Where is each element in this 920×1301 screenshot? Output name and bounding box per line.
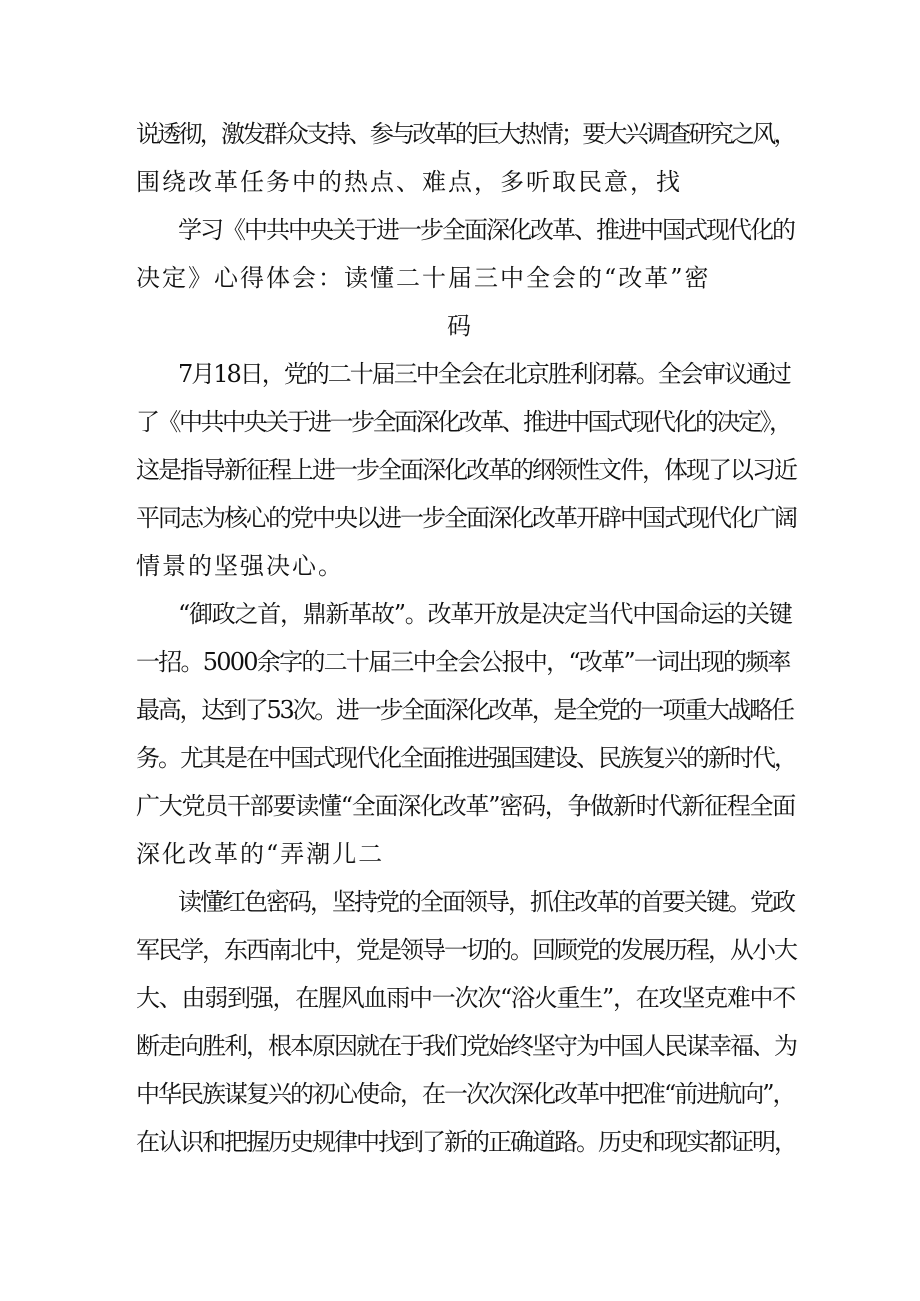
text-line: 说透彻，激发群众支持、参与改革的巨大热情；要大兴调查研究之风，	[136, 120, 795, 148]
text-line: 广大党员干部要读懂“全面深化改革”密码，争做新时代新征程全面	[136, 792, 796, 820]
text-line: 了《中共中央关于进一步全面深化改革、推进中国式现代化的决定》，	[136, 408, 791, 436]
section-title-line: 学习《中共中央关于进一步全面深化改革、推进中国式现代化的	[178, 216, 794, 244]
text-line: 务。尤其是在中国式现代化全面推进强国建设、民族复兴的新时代，	[136, 744, 796, 772]
text-line: 读懂红色密码，坚持党的全面领导，抓住改革的首要关键。党政	[178, 888, 794, 916]
text-line: 深化改革的“弄潮儿二	[136, 840, 385, 868]
text-line: “御政之首，鼎新革故”。改革开放是决定当代中国命运的关键	[178, 600, 792, 628]
text-line: 断走向胜利，根本原因就在于我们党始终坚守为中国人民谋幸福、为	[136, 1032, 796, 1060]
text-line: 情景的坚强决心。	[136, 552, 344, 580]
text-line: 7月18日，党的二十届三中全会在北京胜利闭幕。全会审议通过	[178, 360, 790, 388]
text-line: 中华民族谋复兴的初心使命，在一次次深化改革中把准“前进航向”，	[136, 1080, 795, 1108]
text-line: 最高，达到了53次。进一步全面深化改革，是全党的一项重大战略任	[136, 696, 793, 724]
text-line: 大、由弱到强，在腥风血雨中一次次“浴火重生”，在攻坚克难中不	[136, 984, 796, 1012]
text-line: 军民学，东西南北中，党是领导一切的。回顾党的发展历程，从小大	[136, 936, 796, 964]
text-line: 一招。5000余字的二十届三中全会公报中，“改革”一词出现的频率	[136, 648, 790, 676]
text-line: 这是指导新征程上进一步全面深化改革的纲领性文件，体现了以习近	[136, 456, 796, 484]
section-title-line: 决定》心得体会：读懂二十届三中全会的“改革”密	[136, 264, 711, 292]
text-line: 平同志为核心的党中央以进一步全面深化改革开辟中国式现代化广阔	[136, 504, 796, 532]
text-line: 围绕改革任务中的热点、难点，多听取民意，找	[136, 168, 682, 196]
section-title-line: 码	[447, 312, 473, 340]
text-line: 在认识和把握历史规律中找到了新的正确道路。历史和现实都证明，	[136, 1128, 796, 1156]
